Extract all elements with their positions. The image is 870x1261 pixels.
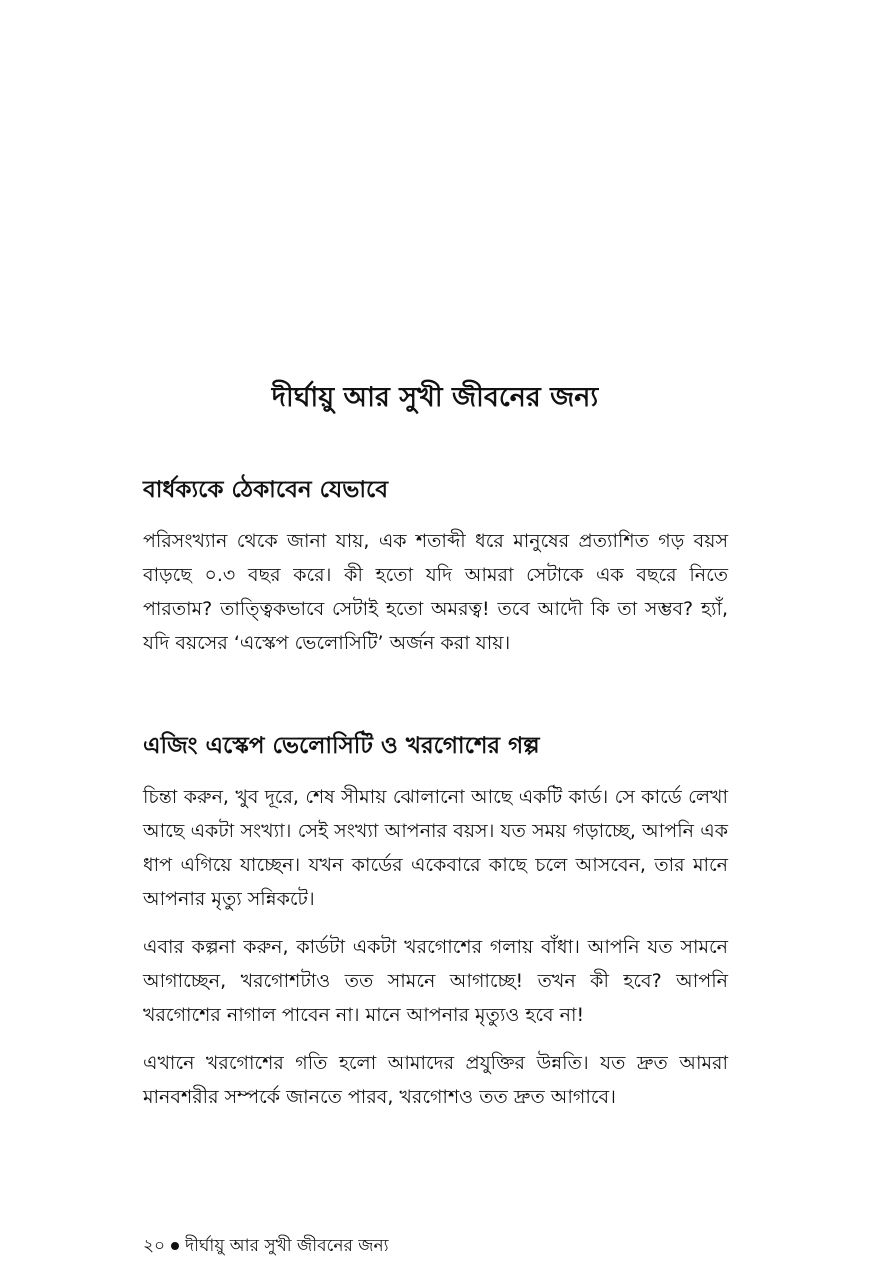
body-paragraph: এবার কল্পনা করুন, কার্ডটা একটা খরগোশের গলায় বাঁধা। আপনি যত সামনে আগাচ্ছেন, খরগোশটাও তত সামনে আগাচ্ছে! তখন কী হবে? আপনি খরগোশের নাগাল পাবেন না। মানে আপনার মৃত্যুও হবে না! (143, 935, 728, 1026)
chapter-title: দীর্ঘায়ু আর সুখী জীবনের জন্য (271, 382, 599, 413)
body-paragraph: পরিসংখ্যান থেকে জানা যায়, এক শতাব্দী ধরে মানুষের প্রত্যাশিত গড় বয়স বাড়ছে ০.৩ বছর করে। কী হতো যদি আমরা সেটাকে এক বছরে নিতে পারতাম? তাত্ত্বিকভাবে সেটাই হতো অমরত্ব! তবে আদৌ কি তা সম্ভব? হ্যাঁ, যদি বয়সের ‘এস্কেপ ভেলোসিটি’ অর্জন করা যায়। (143, 529, 728, 654)
bullet-separator-icon (171, 1242, 179, 1250)
body-paragraph: চিন্তা করুন, খুব দূরে, শেষ সীমায় ঝোলানো আছে একটি কার্ড। সে কার্ডে লেখা আছে একটা সংখ্যা। সেই সংখ্যা আপনার বয়স। যত সময় গড়াচ্ছে, আপনি এক ধাপ এগিয়ে যাচ্ছেন। যখন কার্ডের একেবারে কাছে চলে আসবেন, তার মানে আপনার মৃত্যু সন্নিকটে। (143, 785, 728, 910)
page-footer (143, 1236, 389, 1256)
section-slowing-aging (143, 476, 728, 674)
section-heading: এজিং এস্কেপ ভেলোসিটি ও খরগোশের গল্প (143, 733, 540, 759)
running-title: দীর্ঘায়ু আর সুখী জীবনের জন্য (185, 1236, 389, 1256)
page-number: ২০ (143, 1236, 166, 1256)
section-escape-velocity (143, 732, 728, 1128)
section-heading: বার্ধক্যকে ঠেকাবেন যেভাবে (143, 477, 389, 503)
body-paragraph: এখানে খরগোশের গতি হলো আমাদের প্রযুক্তির উন্নতি। যত দ্রুত আমরা মানবশরীর সম্পর্কে জানতে পারব, খরগোশও তত দ্রুত আগাবে। (143, 1051, 728, 1108)
